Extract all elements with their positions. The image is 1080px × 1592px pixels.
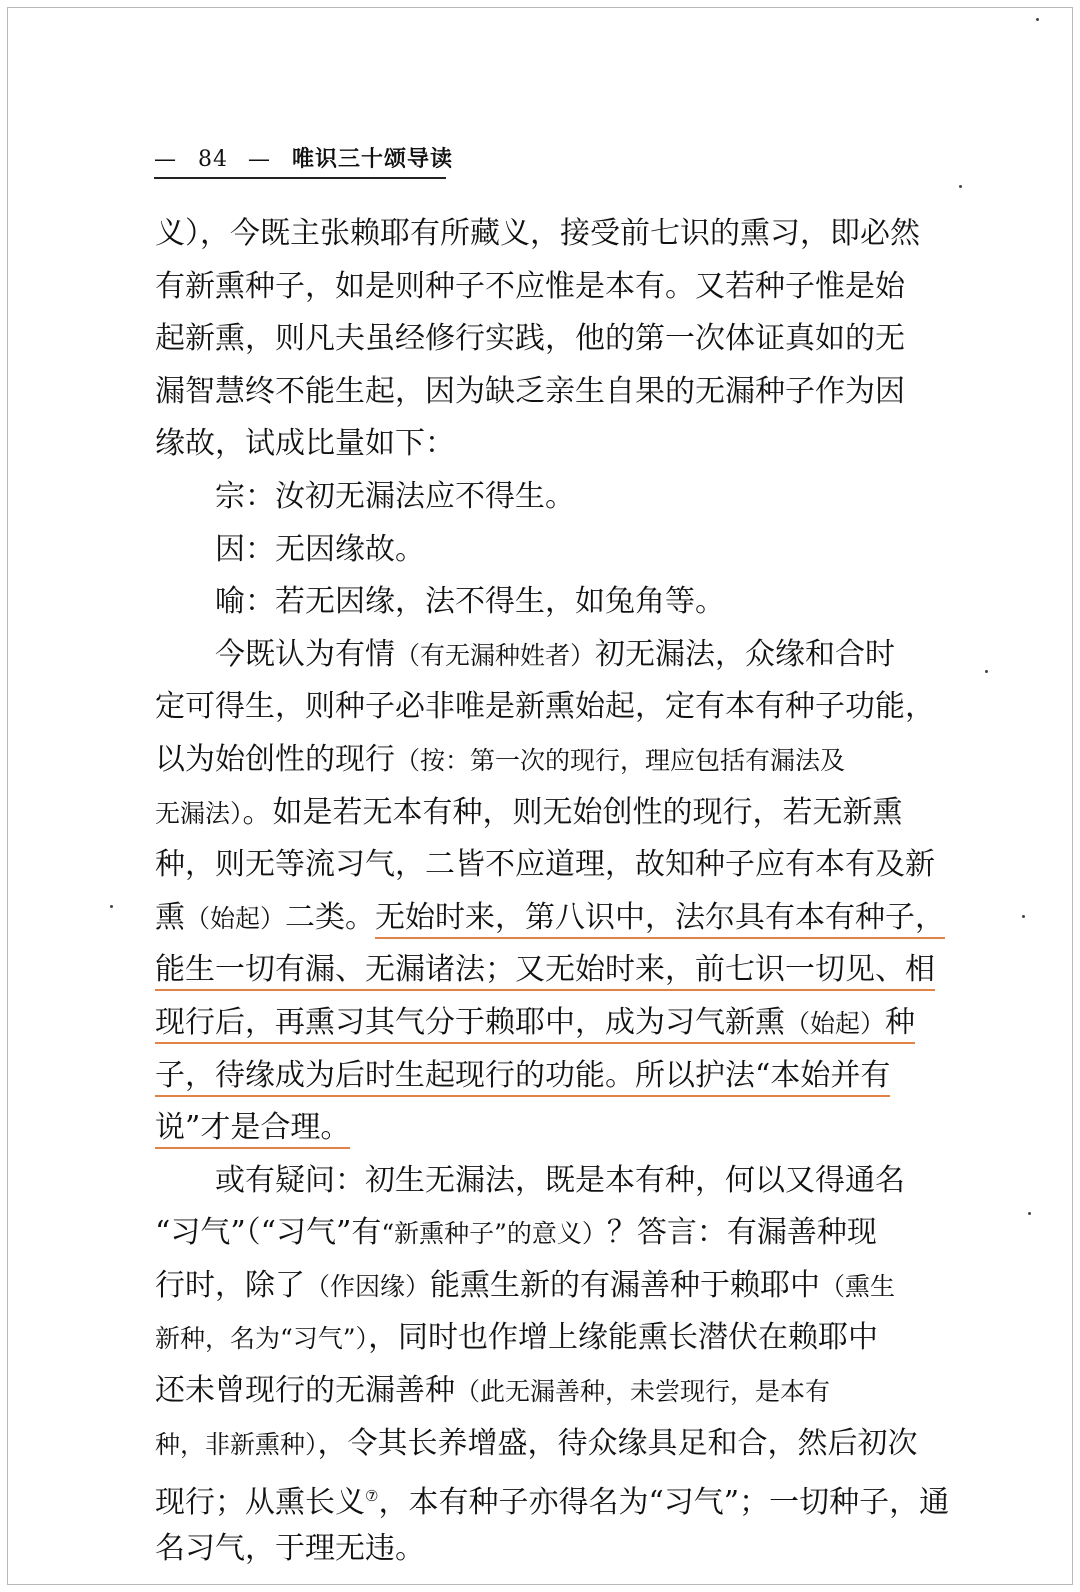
- text-line: 起新熏，则凡夫虽经修行实践，他的第一次体证真如的无: [155, 321, 905, 357]
- running-header: [154, 142, 454, 178]
- text-line: [155, 787, 955, 840]
- text-run: 还未曾现行的无漏善种: [155, 1373, 455, 1409]
- text-run: ，本有种子亦得名为“习气”；一切种子，通: [378, 1485, 950, 1521]
- text-line: 或有疑问：初生无漏法，既是本有种，何以又得通名: [215, 1162, 905, 1198]
- syllogism-example: 喻：若无因缘，法不得生，如兔角等。: [215, 584, 725, 620]
- text-line: [155, 944, 955, 997]
- text-line: 缘故，试成比量如下：: [155, 426, 455, 462]
- syllogism-thesis: 宗：汝初无漏法应不得生。: [215, 478, 575, 514]
- text-line: [155, 1050, 955, 1103]
- scan-speck: [1028, 1212, 1031, 1215]
- text-line: [155, 629, 955, 682]
- gloss-note: （始起）: [785, 1008, 886, 1038]
- gloss-note: 新种，名为“习气”）: [155, 1324, 369, 1354]
- text-line: [155, 734, 955, 787]
- highlighted-passage: 能生一切有漏、无漏诸法；又无始时来，前七识一切见、相: [155, 952, 935, 991]
- text-run: 以为始创性的现行: [155, 741, 395, 777]
- footnote-marker: ⑦: [365, 1487, 379, 1506]
- syllogism-reason: 因：无因缘故。: [215, 531, 425, 567]
- header-rule: [154, 177, 446, 179]
- scan-speck: [959, 185, 962, 188]
- text-run: ？答言：有漏善种现: [606, 1215, 877, 1251]
- text-run: 现行；从熏长义: [155, 1485, 365, 1521]
- gloss-note: （始起）: [185, 903, 286, 933]
- gloss-note: 无漏法）: [155, 798, 243, 828]
- header-dash-left: —: [154, 147, 177, 172]
- gloss-note: （熏生: [820, 1271, 896, 1301]
- text-line: [155, 1312, 955, 1365]
- gloss-note: （按：第一次的现行，理应包括有漏法及: [395, 745, 846, 775]
- text-line: [155, 892, 955, 945]
- text-run: 。如是若无本有种，则无始创性的现行，若无新熏: [242, 794, 903, 830]
- text-line: 义），今既主张赖耶有所藏义，接受前七识的熏习，即必然: [155, 216, 920, 251]
- text-run: 熏: [155, 899, 185, 935]
- gloss-note: 种，非新熏种）: [155, 1429, 318, 1459]
- text-line: [155, 1470, 955, 1523]
- header-dash-right: —: [248, 147, 271, 172]
- text-run: 二类。: [285, 899, 376, 935]
- text-line: 定可得生，则种子必非唯是新熏始起，定有本有种子功能，: [155, 689, 935, 725]
- text-run: 能熏生新的有漏善种于赖耶中: [430, 1267, 821, 1303]
- text-line: 漏智慧终不能生起，因为缺乏亲生自果的无漏种子作为因: [155, 373, 905, 409]
- text-line: [155, 1207, 955, 1260]
- text-run: 今既认为有情: [215, 636, 395, 672]
- scan-speck: [110, 905, 113, 908]
- scan-speck: [1022, 915, 1025, 918]
- gloss-note: （有无漏种姓者）: [395, 640, 596, 670]
- highlighted-passage: 子，待缘成为后时生起现行的功能。所以护法“本始并有: [155, 1058, 890, 1097]
- text-run: ，令其长养增盛，待众缘具足和合，然后初次: [317, 1425, 918, 1461]
- text-line: [155, 1102, 955, 1155]
- page-number: 84: [198, 147, 228, 172]
- text-line: 有新熏种子，如是则种子不应惟是本有。又若种子惟是始: [155, 268, 905, 304]
- text-run: 种: [885, 1004, 916, 1040]
- gloss-note: （此无漏善种，未尝现行，是本有: [455, 1377, 831, 1407]
- body-text: [155, 208, 955, 1575]
- book-title: 唯识三十颂导读: [292, 146, 454, 172]
- text-line: 名习气，于理无违。: [155, 1530, 425, 1566]
- text-line: [155, 1418, 955, 1471]
- text-line: [155, 1260, 955, 1313]
- highlighted-passage: [155, 1005, 915, 1044]
- scan-speck: [985, 670, 988, 673]
- text-run: 初无漏法，众缘和合时: [595, 636, 896, 672]
- text-line: [155, 1365, 955, 1418]
- gloss-note: （作因缘）: [305, 1271, 431, 1301]
- scan-speck: [1036, 18, 1039, 21]
- gloss-note: “新熏种子”的意义）: [381, 1219, 607, 1249]
- highlighted-passage: 无始时来，第八识中，法尔具有本有种子，: [375, 900, 945, 939]
- text-run: ，同时也作增上缘能熏长潜伏在赖耶中: [368, 1320, 879, 1356]
- text-line: [155, 997, 955, 1050]
- text-run: 行时，除了: [155, 1267, 305, 1303]
- text-line: 种，则无等流习气，二皆不应道理，故知种子应有本有及新: [155, 847, 935, 883]
- text-run: “习气”（“习气”有: [155, 1215, 382, 1251]
- text-run: 现行后，再熏习其气分于赖耶中，成为习气新熏: [155, 1004, 785, 1040]
- highlighted-passage: 说”才是合理。: [155, 1110, 350, 1149]
